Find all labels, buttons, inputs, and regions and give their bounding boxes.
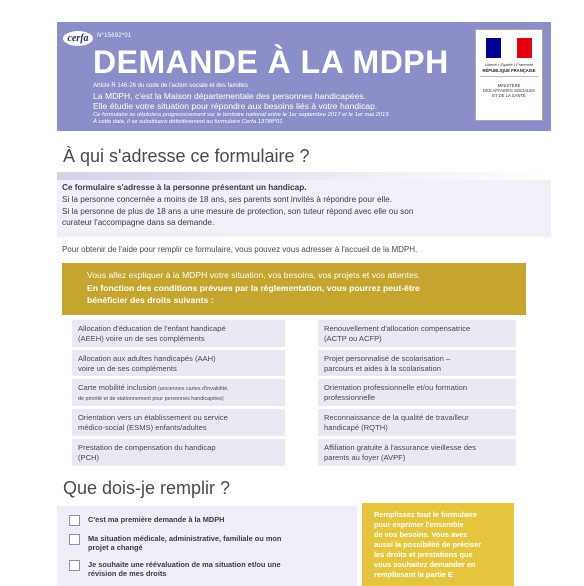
- instruction-line: les droits et prestations que: [374, 550, 473, 559]
- right-item-cmi: [72, 379, 285, 406]
- section-title-audience: À qui s'adresse ce formulaire ?: [63, 146, 310, 166]
- right-item-label: (PCH): [78, 453, 100, 462]
- right-item-actp: [318, 320, 516, 347]
- instruction-line: aussi la possibilité de préciser: [374, 540, 482, 549]
- ministry-line-1: MINISTÈRE: [497, 83, 521, 88]
- divider: [480, 76, 538, 77]
- right-item-label: Orientation vers un établissement ou service: [78, 413, 228, 422]
- rights-banner: [62, 263, 526, 315]
- checkbox-label-line: révision de mes droits: [88, 569, 167, 578]
- instruction-line: pour exprimer l'ensemble: [374, 520, 464, 529]
- republic-motto: Liberté • Égalité • Fraternité: [484, 62, 534, 67]
- checkbox-label-line: Je souhaite une réévaluation de ma situation et/ou une: [88, 560, 281, 569]
- right-item-label: Projet personnalisé de scolarisation –: [324, 354, 451, 363]
- law-reference: Article R 146-26 du code de l'action sociale et des familles: [93, 83, 248, 89]
- situation-checklist: [57, 506, 357, 586]
- section-title-what-to-fill: Que dois-je remplir ?: [63, 478, 231, 498]
- checkbox[interactable]: [69, 515, 80, 526]
- right-item-label: Allocation aux adultes handicapés (AAH): [78, 354, 216, 363]
- audience-line-2: Si la personne concernée a moins de 18 ans, ses parents sont invités à répondre pour elle.: [62, 195, 392, 204]
- government-logo: [475, 29, 543, 121]
- checkbox-label-line: projet a changé: [88, 543, 143, 552]
- right-item-orientation-pro: [318, 379, 516, 406]
- rights-banner-line-2: En fonction des conditions prévues par la règlementation, vous pourrez peut-être: [87, 283, 420, 293]
- right-item-aah: [72, 350, 285, 376]
- audience-line-4: curateur l'accompagne dans sa demande.: [62, 218, 215, 227]
- audience-lead: Ce formulaire s'adresse à la personne présentant un handicap.: [62, 183, 307, 192]
- ministry-line-3: ET DE LA SANTÉ: [492, 93, 526, 98]
- checkbox-label: [88, 515, 224, 524]
- instruction-line: vous souhaitez demander en: [374, 560, 476, 569]
- right-item-label: parcours et aides à la scolarisation: [324, 364, 441, 373]
- right-item-pch: [72, 439, 285, 466]
- deployment-note-1: Ce formulaire se déploiera progressivement sur le territoire national entre le 1er septembre 2017 et le 1er mai 2019.: [93, 112, 391, 118]
- intro-line-2: Elle étudie votre situation pour répondre aux besoins liés à votre handicap.: [93, 101, 378, 111]
- instruction-line: Remplissez tout le formulaire: [374, 510, 478, 519]
- right-item-label: parents au foyer (AVPF): [324, 453, 406, 462]
- right-item-label: professionnelle: [324, 393, 376, 402]
- right-item-avpf: [318, 439, 516, 466]
- flag-stripe-blue: [486, 38, 501, 58]
- ministry-name: [479, 83, 539, 98]
- rights-banner-line-3: bénéficier des droits suivants :: [87, 295, 214, 305]
- cerfa-number: N°15692*01: [97, 33, 132, 39]
- right-item-label: Prestation de compensation du handicap: [78, 443, 216, 452]
- right-item-label: Carte mobilité inclusion: [78, 383, 157, 392]
- right-item-label: Renouvellement d'allocation compensatrice: [324, 324, 471, 333]
- fill-instructions-box: [362, 503, 514, 586]
- audience-line-3: Si la personne de plus de 18 ans a une mesure de protection, son tuteur répond avec elle ou son: [62, 207, 414, 216]
- flag-stripe-white: [501, 38, 516, 58]
- right-item-pps: [318, 350, 516, 376]
- right-item-label: Orientation professionnelle et/ou formation: [324, 383, 468, 392]
- instruction-line: de vos besoins. Vous avez: [374, 530, 468, 539]
- right-item-label: voire un de ses compléments: [78, 364, 177, 373]
- right-item-label: Reconnaissance de la qualité de travailleur: [324, 413, 469, 422]
- flag-stripe-red: [517, 38, 532, 58]
- right-item-label: médico-social (ESMS) enfants/adultes: [78, 423, 207, 432]
- intro-line-1: La MDPH, c'est la Maison départementale des personnes handicapées.: [93, 91, 366, 101]
- header-banner: [57, 22, 551, 131]
- checkbox-label-line: C'est ma première demande à la MDPH: [88, 515, 225, 524]
- page-title: DEMANDE À LA MDPH: [93, 44, 449, 80]
- right-item-label: handicapé (RQTH): [324, 423, 388, 432]
- right-item-esms: [72, 409, 285, 436]
- checkbox-label-line: Ma situation médicale, administrative, familiale ou mon: [88, 534, 282, 543]
- right-item-note: de priorité et de stationnement pour personnes handicapées): [78, 396, 224, 402]
- checkbox[interactable]: [69, 560, 80, 571]
- right-item-label: Allocation d'éducation de l'enfant handicapé: [78, 324, 226, 333]
- right-item-label: (ACTP ou ACFP): [324, 334, 382, 343]
- right-item-aeeh: [72, 320, 285, 347]
- right-item-rqth: [318, 409, 516, 436]
- check-first-request[interactable]: [69, 515, 224, 526]
- checkbox[interactable]: [69, 534, 80, 545]
- deployment-note-2: À cette date, il se substituera définitivement au formulaire Cerfa 13788*01.: [93, 119, 285, 125]
- rights-banner-line-1: Vous allez expliquer à la MDPH votre situation, vos besoins, vos projets et vos attentes.: [87, 270, 421, 280]
- right-item-note: (anciennes cartes d'invalidité,: [156, 386, 229, 392]
- checkbox-label: [88, 560, 281, 578]
- cerfa-logo: cerfa: [63, 31, 93, 46]
- check-situation-changed[interactable]: [69, 534, 281, 552]
- audience-box: [57, 180, 551, 237]
- french-flag-icon: [486, 38, 532, 58]
- check-reevaluation[interactable]: [69, 560, 281, 578]
- republic-name: RÉPUBLIQUE FRANÇAISE: [482, 68, 536, 73]
- checkbox-label: [88, 534, 281, 552]
- ministry-line-2: DES AFFAIRES SOCIALES: [483, 88, 535, 93]
- right-item-label: (AEEH) voire un de ses compléments: [78, 334, 205, 343]
- right-item-label: Affiliation gratuite à l'assurance vieillesse des: [324, 443, 477, 452]
- instruction-line: remplissant la partie E: [374, 570, 453, 579]
- section-rule: [57, 172, 551, 180]
- help-text: Pour obtenir de l'aide pour remplir ce formulaire, vous pouvez vous adresser à l'accueil de la MDPH.: [62, 245, 418, 254]
